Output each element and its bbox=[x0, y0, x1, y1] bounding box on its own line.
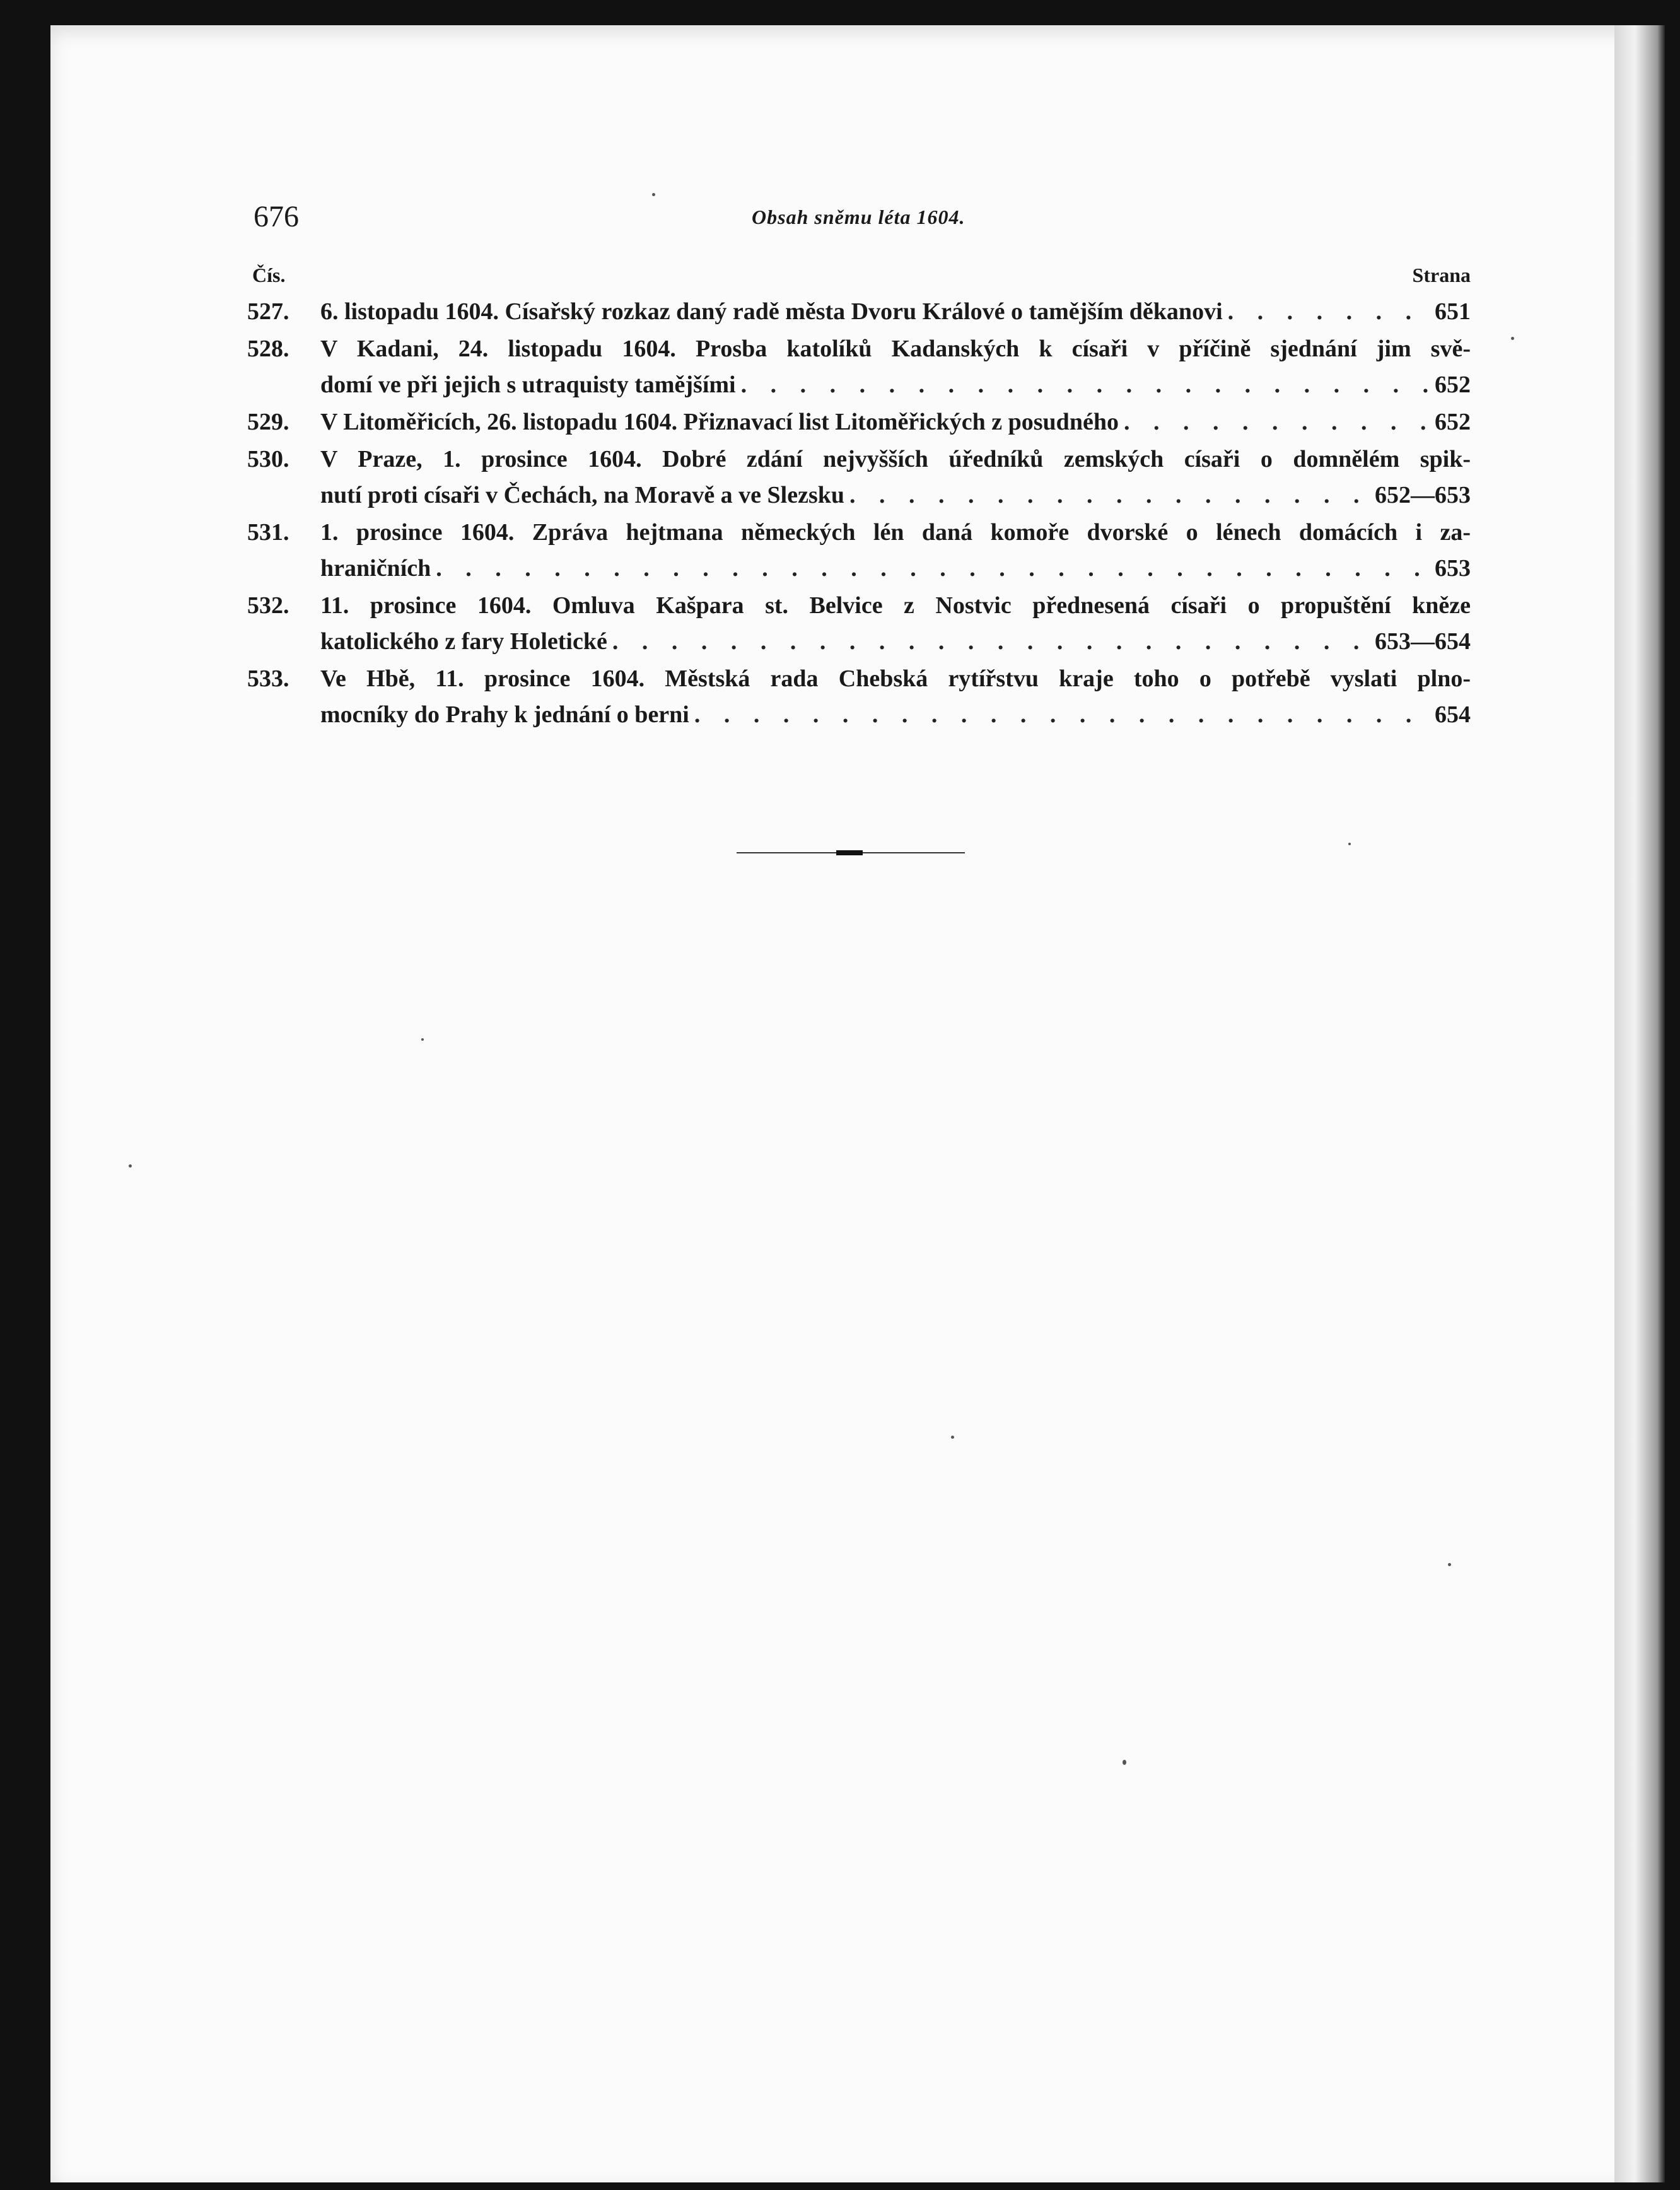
dot-leader bbox=[436, 551, 1430, 587]
entry-page: 651 bbox=[1435, 298, 1471, 325]
entry-text: nutí proti císaři v Čechách, na Moravě a ve Slezsku bbox=[320, 482, 845, 508]
running-title: Obsah sněmu léta 1604. bbox=[752, 206, 965, 228]
entry-page: 654 bbox=[1435, 701, 1471, 728]
entry-number: 529. bbox=[247, 409, 289, 435]
entry-page: 652—653 bbox=[1375, 482, 1471, 508]
entry-number: 527. bbox=[247, 298, 289, 325]
entry-text: mocníky do Prahy k jednání o berni bbox=[320, 701, 689, 728]
dot-leader bbox=[1228, 294, 1430, 330]
page-number: 676 bbox=[254, 200, 299, 233]
print-speck bbox=[1348, 843, 1351, 845]
entry-text: katolického z fary Holetické bbox=[320, 628, 607, 655]
entry-last-line bbox=[320, 404, 1471, 440]
entry-number: 531. bbox=[247, 519, 289, 546]
entry-text: 11. prosince 1604. Omluva Kašpara st. Belvice z Nostvic přednesená císaři o propuštění kněze bbox=[320, 592, 1471, 619]
entry-last-line bbox=[320, 477, 1471, 513]
entry-page: 653 bbox=[1435, 555, 1471, 582]
entry-last-line bbox=[320, 367, 1471, 403]
entry-last-line bbox=[320, 624, 1471, 660]
entry-text: 1. prosince 1604. Zpráva hejtmana německých lén daná komoře dvorské o lénech domácích i za- bbox=[320, 519, 1471, 546]
page-edge-shadow bbox=[1614, 25, 1665, 2182]
entry-page: 653—654 bbox=[1375, 628, 1471, 655]
entry-page: 652 bbox=[1435, 409, 1471, 435]
dot-leader bbox=[849, 477, 1370, 513]
dot-leader bbox=[612, 624, 1370, 660]
dot-leader bbox=[1124, 404, 1430, 440]
column-headings bbox=[247, 264, 1471, 294]
print-speck bbox=[1123, 1760, 1126, 1765]
entry-text: domí ve při jejich s utraquisty tamějšími bbox=[320, 372, 736, 398]
toc-entry bbox=[247, 442, 1471, 513]
entry-last-line bbox=[320, 697, 1471, 733]
entry-text: V Praze, 1. prosince 1604. Dobré zdání nejvyšších úředníků zemských císaři o domnělém spik- bbox=[320, 446, 1471, 472]
dot-leader bbox=[694, 697, 1430, 733]
column-heading-page: Strana bbox=[1412, 264, 1471, 286]
toc-entry bbox=[247, 661, 1471, 733]
print-speck bbox=[1511, 337, 1514, 340]
toc-entry bbox=[247, 331, 1471, 403]
print-speck bbox=[1448, 1563, 1451, 1566]
divider-center-mark bbox=[836, 850, 863, 855]
toc-entry bbox=[247, 294, 1471, 330]
page-header bbox=[254, 201, 1464, 233]
entry-text: 6. listopadu 1604. Císařský rozkaz daný radě města Dvoru Králové o tamějším děkanovi bbox=[320, 298, 1223, 325]
entry-number: 532. bbox=[247, 592, 289, 619]
print-speck bbox=[421, 1038, 424, 1041]
entry-last-line bbox=[320, 551, 1471, 587]
entry-text: V Kadani, 24. listopadu 1604. Prosba katolíků Kadanských k císaři v příčině sjednání jim svě- bbox=[320, 336, 1471, 362]
section-divider bbox=[737, 850, 965, 855]
toc-entry bbox=[247, 588, 1471, 660]
toc-entry bbox=[247, 515, 1471, 587]
entry-text: V Litoměřicích, 26. listopadu 1604. Přiznavací list Litoměřických z posudného bbox=[320, 409, 1119, 435]
entry-text: hraničních bbox=[320, 555, 431, 582]
entry-text: Ve Hbě, 11. prosince 1604. Městská rada Chebská rytířstvu kraje toho o potřebě vyslati plno- bbox=[320, 665, 1471, 692]
column-heading-number: Čís. bbox=[252, 264, 286, 286]
print-speck bbox=[652, 193, 655, 196]
entry-last-line bbox=[320, 294, 1471, 330]
print-speck bbox=[951, 1436, 954, 1439]
print-speck bbox=[129, 1164, 132, 1168]
dot-leader bbox=[741, 367, 1430, 403]
entry-number: 533. bbox=[247, 665, 289, 692]
entry-page: 652 bbox=[1435, 372, 1471, 398]
toc-entry bbox=[247, 404, 1471, 440]
entry-number: 530. bbox=[247, 446, 289, 472]
entry-number: 528. bbox=[247, 336, 289, 362]
table-of-contents bbox=[247, 264, 1471, 734]
